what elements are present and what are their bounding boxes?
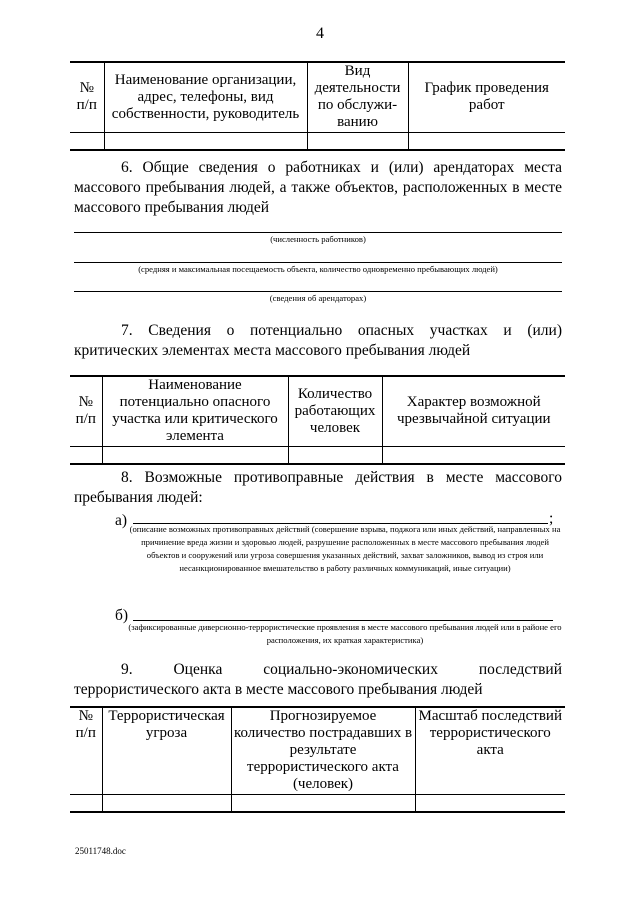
col-header-emergency-type: Характер возможной чрезвычайной ситуации — [382, 376, 565, 446]
table-cell[interactable] — [102, 446, 288, 464]
item-b-label: б) — [115, 607, 129, 624]
page-number: 4 — [316, 25, 324, 42]
hazardous-areas-table — [70, 375, 565, 465]
table-row — [70, 132, 565, 150]
table-row — [70, 446, 565, 464]
col-header-organization: Наименование организации, адрес, телефоны, вид собственности, руководитель — [104, 62, 307, 132]
table-cell[interactable] — [288, 446, 382, 464]
col-header-workers-count: Количество работающих человек — [288, 376, 382, 446]
table-cell[interactable] — [231, 794, 415, 812]
col-header-number: № п/п — [70, 376, 102, 446]
col-header-threat: Террористическая угроза — [102, 707, 231, 794]
field-caption: (средняя и максимальная посещаемость объекта, количество одновременно пребывающих людей) — [138, 264, 498, 274]
service-organizations-table — [70, 61, 565, 151]
col-header-scale: Масштаб последствий террористического акта — [415, 707, 565, 794]
table-cell[interactable] — [70, 132, 104, 150]
table-cell[interactable] — [415, 794, 565, 812]
table-cell[interactable] — [382, 446, 565, 464]
sabotage-incidents-field[interactable] — [133, 607, 553, 620]
table-cell[interactable] — [104, 132, 307, 150]
col-header-casualties: Прогнозируемое количество пострадавших в результате террористического акта (человек) — [231, 707, 415, 794]
section-7-heading: 7. Сведения о потенциально опасных участках и (или) критических элементах места массового пребывания людей — [74, 322, 562, 359]
field-caption: (описание возможных противоправных действий (совершение взрыва, поджога или иных действий, направленных на причинение вреда жизни и здоровью людей, разрушение расположенных в месте массового пребывания людей объектов и сооружений или угроза совершения указанных действий, захват заложников, вывод из строя или несанкционированное вмешательство в работу различных коммуникаций, иные ситуации) — [129, 524, 561, 573]
table-cell[interactable] — [70, 446, 102, 464]
field-caption: (численность работников) — [270, 234, 366, 244]
table-cell[interactable] — [408, 132, 565, 150]
unlawful-actions-field[interactable] — [133, 510, 548, 523]
item-a-label: а) — [115, 512, 128, 529]
table-cell[interactable] — [70, 794, 102, 812]
col-header-number: № п/п — [70, 62, 104, 132]
section-6-heading: 6. Общие сведения о работниках и (или) арендаторах места массового пребывания людей, а также объектов, расположенных в месте массового пребывания людей — [74, 159, 562, 216]
section-9-heading: 9. Оценка социально-экономических последствий террористического акта в месте массового пребывания людей — [74, 661, 562, 698]
col-header-hazardous-area: Наименование потенциально опасного участка или критического элемента — [102, 376, 288, 446]
col-header-number: № п/п — [70, 707, 102, 794]
tenants-field[interactable] — [74, 280, 562, 291]
col-header-activity: Вид деятельности по обслужи-ванию — [307, 62, 408, 132]
table-cell[interactable] — [102, 794, 231, 812]
field-caption: (сведения об арендаторах) — [269, 293, 367, 303]
table-row — [70, 794, 565, 812]
col-header-schedule: График проведения работ — [408, 62, 565, 132]
field-caption: (зафиксированные диверсионно-террористические проявления в месте массового пребывания людей или в районе его расположения, их краткая характеристика) — [128, 622, 562, 645]
table-cell[interactable] — [307, 132, 408, 150]
item-a-terminator: ; — [549, 510, 554, 527]
attendance-field[interactable] — [74, 250, 562, 261]
footer-filename: 25011748.doc — [75, 846, 126, 856]
employee-count-field[interactable] — [74, 221, 562, 232]
consequences-table — [70, 706, 565, 813]
section-8-heading: 8. Возможные противоправные действия в месте массового пребывания людей: — [74, 469, 562, 506]
